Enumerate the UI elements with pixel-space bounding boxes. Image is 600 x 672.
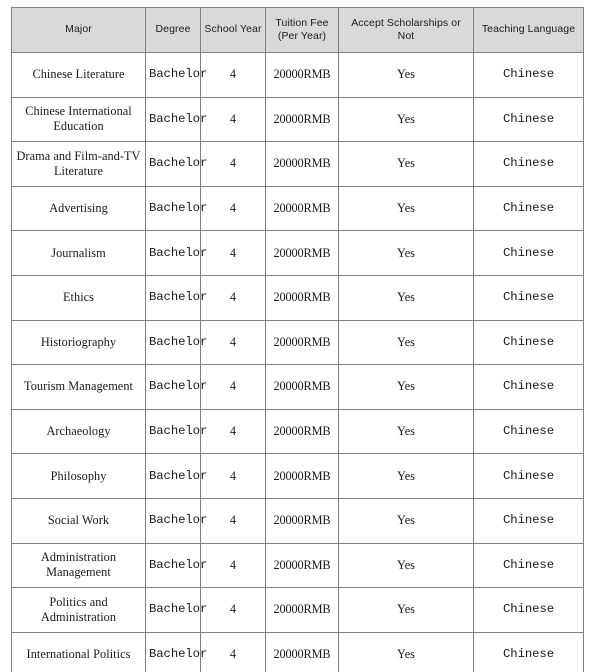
cell-major: Chinese International Education [12,97,146,142]
cell-degree: Bachelor [146,454,201,499]
table-row [12,275,584,320]
cell-school-year: 4 [201,543,266,588]
cell-degree: Bachelor [146,142,201,187]
cell-school-year: 4 [201,97,266,142]
cell-tuition-fee: 20000RMB [266,543,339,588]
cell-tuition-fee: 20000RMB [266,320,339,365]
cell-teaching-language: Chinese [474,365,584,410]
cell-school-year: 4 [201,275,266,320]
cell-major: Tourism Management [12,365,146,410]
table-header-row [12,8,584,53]
cell-accept-scholarships: Yes [339,53,474,98]
cell-major: Social Work [12,498,146,543]
table-row [12,231,584,276]
cell-degree: Bachelor [146,231,201,276]
column-header-major: Major [12,8,146,53]
cell-tuition-fee: 20000RMB [266,275,339,320]
table-row [12,320,584,365]
cell-accept-scholarships: Yes [339,142,474,187]
cell-accept-scholarships: Yes [339,365,474,410]
cell-accept-scholarships: Yes [339,543,474,588]
cell-school-year: 4 [201,454,266,499]
cell-tuition-fee: 20000RMB [266,186,339,231]
cell-accept-scholarships: Yes [339,186,474,231]
cell-major: Politics and Administration [12,588,146,633]
cell-degree: Bachelor [146,632,201,672]
cell-accept-scholarships: Yes [339,275,474,320]
cell-teaching-language: Chinese [474,543,584,588]
column-header-tuition-fee [266,8,339,53]
cell-school-year: 4 [201,53,266,98]
cell-tuition-fee: 20000RMB [266,454,339,499]
cell-major: Archaeology [12,409,146,454]
cell-school-year: 4 [201,409,266,454]
column-header-school-year: School Year [201,8,266,53]
table-row [12,97,584,142]
column-header-degree: Degree [146,8,201,53]
cell-teaching-language: Chinese [474,632,584,672]
table-row [12,409,584,454]
cell-degree: Bachelor [146,365,201,410]
cell-major: Administration Management [12,543,146,588]
cell-school-year: 4 [201,231,266,276]
cell-school-year: 4 [201,632,266,672]
cell-teaching-language: Chinese [474,231,584,276]
cell-accept-scholarships: Yes [339,632,474,672]
cell-school-year: 4 [201,142,266,187]
table-row [12,53,584,98]
cell-tuition-fee: 20000RMB [266,632,339,672]
cell-degree: Bachelor [146,275,201,320]
table-row [12,142,584,187]
table-row [12,186,584,231]
cell-teaching-language: Chinese [474,275,584,320]
cell-school-year: 4 [201,498,266,543]
cell-teaching-language: Chinese [474,142,584,187]
table-row [12,454,584,499]
cell-teaching-language: Chinese [474,588,584,633]
table-header [12,8,584,53]
cell-major: International Politics [12,632,146,672]
cell-major: Drama and Film-and-TV Literature [12,142,146,187]
cell-major: Journalism [12,231,146,276]
cell-tuition-fee: 20000RMB [266,409,339,454]
cell-teaching-language: Chinese [474,498,584,543]
cell-major: Historiography [12,320,146,365]
cell-degree: Bachelor [146,543,201,588]
cell-teaching-language: Chinese [474,409,584,454]
cell-teaching-language: Chinese [474,53,584,98]
cell-tuition-fee: 20000RMB [266,231,339,276]
majors-table [11,7,584,672]
majors-table-container [11,7,583,672]
cell-major: Ethics [12,275,146,320]
cell-tuition-fee: 20000RMB [266,142,339,187]
cell-school-year: 4 [201,365,266,410]
cell-accept-scholarships: Yes [339,588,474,633]
cell-teaching-language: Chinese [474,454,584,499]
cell-teaching-language: Chinese [474,320,584,365]
cell-school-year: 4 [201,320,266,365]
cell-degree: Bachelor [146,409,201,454]
table-row [12,588,584,633]
cell-degree: Bachelor [146,588,201,633]
cell-tuition-fee: 20000RMB [266,97,339,142]
cell-accept-scholarships: Yes [339,409,474,454]
cell-tuition-fee: 20000RMB [266,588,339,633]
cell-school-year: 4 [201,588,266,633]
cell-degree: Bachelor [146,498,201,543]
cell-accept-scholarships: Yes [339,231,474,276]
tuition-fee-label-line2: (Per Year) [277,30,327,42]
table-row [12,365,584,410]
table-row [12,498,584,543]
table-row [12,543,584,588]
cell-accept-scholarships: Yes [339,320,474,365]
cell-degree: Bachelor [146,53,201,98]
cell-school-year: 4 [201,186,266,231]
cell-degree: Bachelor [146,320,201,365]
cell-accept-scholarships: Yes [339,498,474,543]
cell-tuition-fee: 20000RMB [266,365,339,410]
cell-teaching-language: Chinese [474,97,584,142]
cell-degree: Bachelor [146,97,201,142]
cell-tuition-fee: 20000RMB [266,498,339,543]
cell-teaching-language: Chinese [474,186,584,231]
cell-degree: Bachelor [146,186,201,231]
tuition-fee-label-line1: Tuition Fee [275,16,329,29]
cell-accept-scholarships: Yes [339,454,474,499]
cell-tuition-fee: 20000RMB [266,53,339,98]
table-row [12,632,584,672]
table-body [12,53,584,672]
column-header-accept-scholarships: Accept Scholarships or Not [339,8,474,53]
cell-major: Chinese Literature [12,53,146,98]
cell-major: Philosophy [12,454,146,499]
cell-major: Advertising [12,186,146,231]
cell-accept-scholarships: Yes [339,97,474,142]
column-header-teaching-language: Teaching Language [474,8,584,53]
